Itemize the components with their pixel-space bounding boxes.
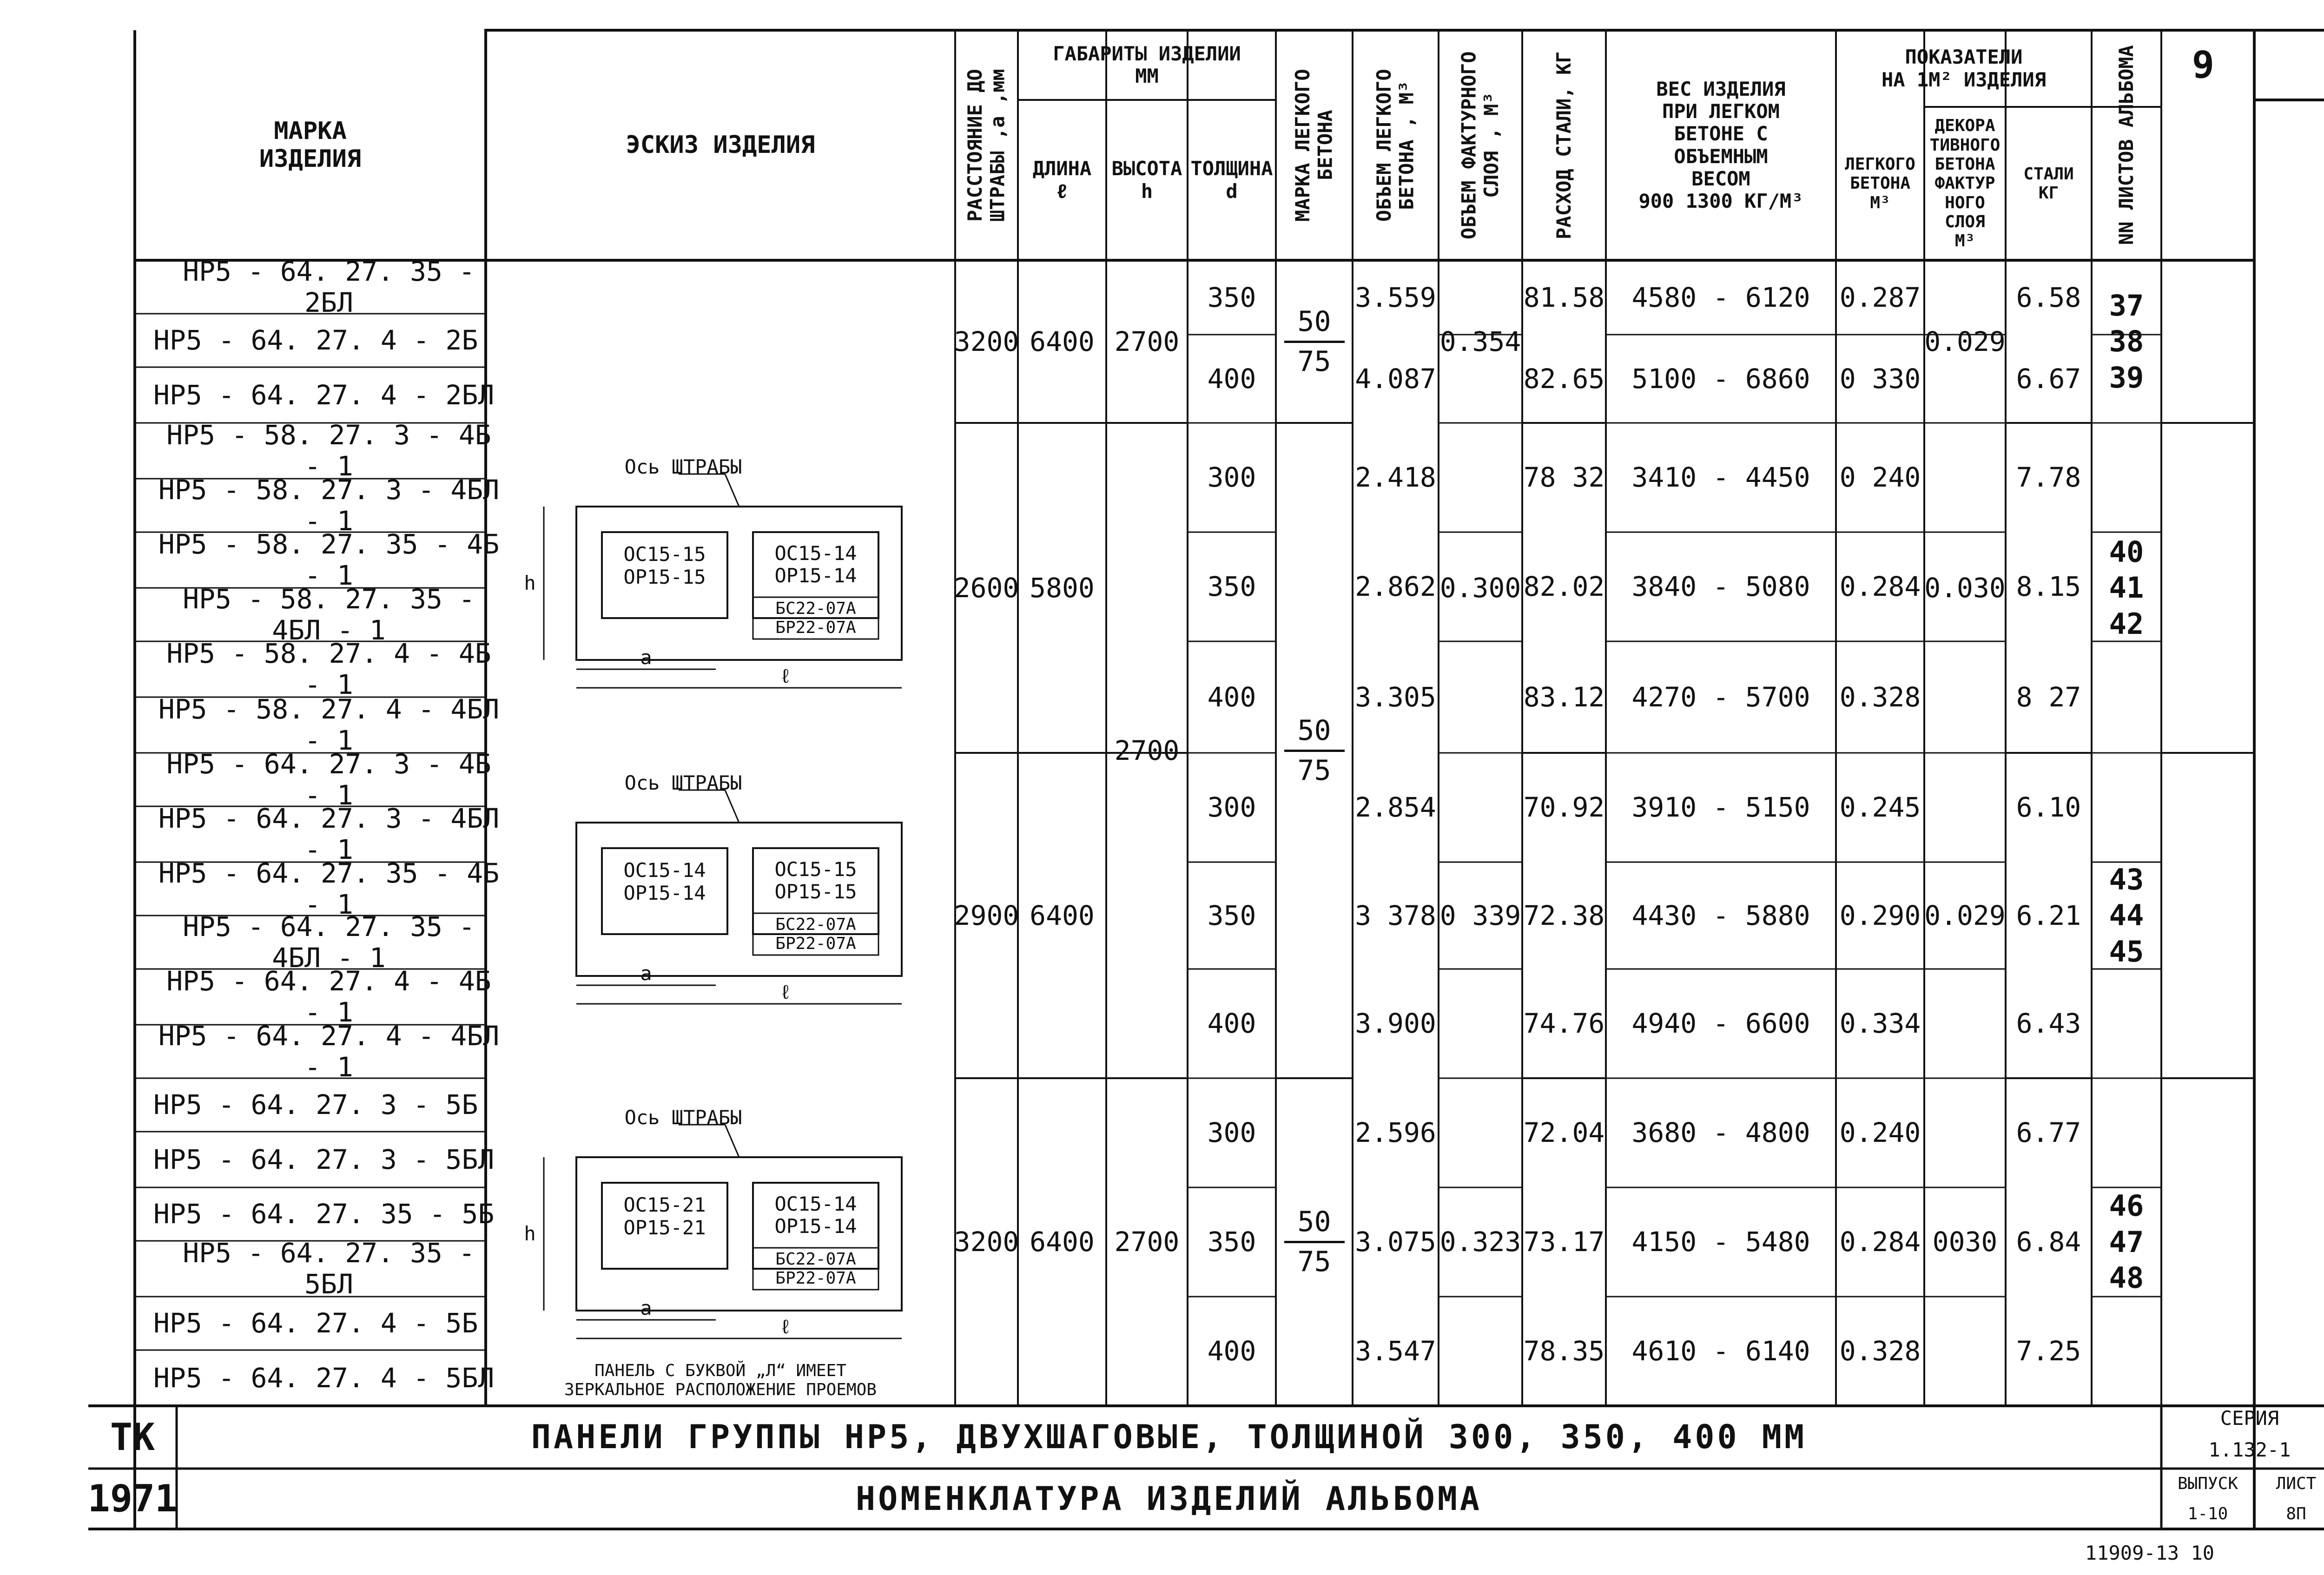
light-concrete-volume: 2.596 [1355,1117,1436,1149]
light-concrete-per-m2: 0 240 [1839,461,1921,494]
steel-per-m2: 6.21 [2016,899,2081,931]
thickness-value: 300 [1207,1117,1256,1149]
door-label: БС22-07А БР22-07А [775,599,856,637]
header-light-volume: ОБЪЕМ ЛЕГКОГО БЕТОНА , М³ [1373,69,1418,222]
steel-consumption: 81.58 [1523,281,1605,313]
header-length: ДЛИНА ℓ [1032,157,1092,203]
thickness-value: 350 [1207,281,1256,313]
header-ind-deco: ДЕКОРА ТИВНОГО БЕТОНА ФАКТУР НОГО СЛОЯ М³ [1929,116,2000,251]
steel-per-m2: 6.10 [2016,791,2081,824]
product-length: 6400 [1030,899,1095,931]
footer-tk: ТК [110,1415,155,1459]
light-concrete-per-m2: 0.245 [1839,791,1921,824]
product-mark: НР5 - 58. 27. 4 - 4БЛ - 1 [158,693,500,756]
door-label: БС22-07А БР22-07А [775,1249,856,1288]
steel-per-m2: 6.58 [2016,281,2081,313]
sheet-label: ЛИСТ [2276,1474,2317,1493]
header-height: ВЫСОТА h [1111,157,1182,203]
header-distance: РАССТОЯНИЕ ДО ШТРАБЫ ,а ,мм [964,69,1009,222]
decorative-concrete: 0.030 [1924,572,2006,604]
light-concrete-per-m2: 0.287 [1839,281,1921,313]
product-weight: 3410 - 4450 [1631,461,1810,494]
product-weight: 4610 - 6140 [1631,1335,1810,1367]
page-number: 9 [2192,43,2215,86]
product-weight: 3680 - 4800 [1631,1117,1810,1149]
product-weight: 3840 - 5080 [1631,571,1810,603]
light-concrete-volume: 3.305 [1355,681,1436,713]
header-ind-light: ЛЕГКОГО БЕТОНА М³ [1845,154,1915,212]
mirror-note: ПАНЕЛЬ С БУКВОЙ „Л“ ИМЕЕТ ЗЕРКАЛЬНОЕ РАСПОЛОЖЕНИЕ ПРОЕМОВ [564,1361,877,1399]
product-weight: 4940 - 6600 [1631,1008,1810,1040]
product-mark: НР5 - 64. 27. 35 - 5БЛ [183,1237,475,1300]
header-indicators: ПОКАЗАТЕЛИ НА 1М² ИЗДЕЛИЯ [1881,46,2046,91]
dimension-a-label: a [640,962,652,985]
thickness-value: 350 [1207,571,1256,603]
archive-stamp: 11909-13 10 [2085,1542,2215,1565]
issue-value: 1-10 [2187,1504,2228,1523]
header-steel: РАСХОД СТАЛИ, КГ [1552,51,1575,239]
window-left-label: ОС15-21 ОР15-21 [623,1193,706,1239]
decorative-concrete: 0.029 [1924,325,2006,357]
concrete-grade-bottom: 75 [1297,345,1331,378]
groove-axis-label: Ось ШТРАБЫ [624,1106,742,1129]
dimension-a-label: a [640,646,652,669]
steel-per-m2: 8.15 [2016,571,2081,603]
dimension-h-label: h [524,571,536,594]
page-number-box [2254,30,2324,100]
product-mark: НР5 - 64. 27. 35 - 4Б - 1 [158,857,500,920]
sheet-value: 8П [2286,1504,2306,1523]
product-mark: НР5 - 64. 27. 4 - 4БЛ - 1 [158,1020,500,1083]
steel-consumption: 83.12 [1523,681,1605,713]
groove-distance: 2900 [954,899,1019,931]
steel-consumption: 82.65 [1523,362,1605,395]
product-height: 2700 [1114,1226,1180,1258]
groove-axis-label: Ось ШТРАБЫ [624,455,742,478]
concrete-grade-top: 50 [1297,305,1331,338]
product-mark: НР5 - 64. 27. 4 - 4Б - 1 [166,965,491,1028]
product-weight: 4430 - 5880 [1631,899,1810,931]
fraction-bar [1284,341,1345,343]
steel-per-m2: 6.84 [2016,1226,2081,1258]
window-left-label: ОС15-14 ОР15-14 [623,859,706,904]
product-mark: НР5 - 58. 27. 3 - 4БЛ - 1 [158,474,500,537]
product-mark: НР5 - 64. 27. 3 - 4Б - 1 [166,748,491,811]
concrete-grade-bottom: 75 [1297,754,1331,787]
product-length: 5800 [1030,572,1095,604]
product-length: 6400 [1030,1226,1095,1258]
light-concrete-volume: 2.418 [1355,461,1436,494]
fraction-bar [1284,750,1345,752]
light-concrete-volume: 3 378 [1355,899,1436,931]
concrete-grade [1276,260,1353,423]
drawing-title: ПАНЕЛИ ГРУППЫ НР5, ДВУХШАГОВЫЕ, ТОЛЩИНОЙ 300, 350, 400 ММ [531,1418,1807,1456]
concrete-grade-top: 50 [1297,1206,1331,1238]
thickness-value: 400 [1207,1335,1256,1367]
groove-axis-label: Ось ШТРАБЫ [624,771,742,794]
thickness-value: 350 [1207,899,1256,931]
product-mark: НР5 - 64. 27. 4 - 2БЛ [153,379,495,411]
product-weight: 5100 - 6860 [1631,362,1810,395]
steel-per-m2: 6.67 [2016,362,2081,395]
door-label: БС22-07А БР22-07А [775,915,856,953]
light-concrete-per-m2: 0.290 [1839,899,1921,931]
thickness-value: 300 [1207,461,1256,494]
header-dimensions: ГАБАРИТЫ ИЗДЕЛИИ MM [1053,42,1241,87]
light-concrete-per-m2: 0.284 [1839,571,1921,603]
product-mark: НР5 - 64. 27. 35 - 4БЛ - 1 [183,910,475,974]
concrete-grade [1276,423,1353,1078]
thickness-value: 400 [1207,362,1256,395]
header-sketch: ЭСКИЗ ИЗДЕЛИЯ [626,131,815,159]
thickness-value: 300 [1207,791,1256,824]
steel-consumption: 72.38 [1523,899,1605,931]
header-concrete-mark: МАРКА ЛЕГКОГО БЕТОНА [1291,69,1337,222]
concrete-grade-top: 50 [1297,714,1331,747]
light-concrete-volume: 3.075 [1355,1226,1436,1258]
product-weight: 3910 - 5150 [1631,791,1810,824]
window-right-label: ОС15-15 ОР15-15 [774,857,857,903]
dimension-l-label: ℓ [779,980,792,1003]
steel-consumption: 78 32 [1523,461,1605,494]
product-mark: НР5 - 64. 27. 4 - 2Б [153,324,478,356]
product-mark: НР5 - 64. 27. 3 - 4БЛ - 1 [158,803,500,865]
steel-consumption: 78.35 [1523,1335,1605,1367]
facing-volume: 0.300 [1439,572,1521,604]
product-mark: НР5 - 64. 27. 3 - 5БЛ [153,1143,495,1175]
header-facing-volume: ОБЪЕМ ФАКТУРНОГО СЛОЯ , М³ [1457,51,1503,239]
fraction-bar [1284,1241,1345,1243]
light-concrete-per-m2: 0 330 [1839,362,1921,395]
window-right-label: ОС15-14 ОР15-14 [774,541,857,587]
header-ind-steel: СТАЛИ КГ [2023,164,2074,203]
header-album: NN ЛИСТОВ АЛЬБОМА [2114,45,2138,245]
facing-volume: 0.354 [1439,325,1521,357]
light-concrete-per-m2: 0.334 [1839,1008,1921,1040]
light-concrete-per-m2: 0.284 [1839,1226,1921,1258]
drawing-subtitle: НОМЕНКЛАТУРА ИЗДЕЛИЙ АЛЬБОМА [855,1479,1483,1518]
product-mark: НР5 - 64. 27. 35 - 5Б [153,1198,495,1230]
product-mark: НР5 - 58. 27. 35 - 4БЛ - 1 [183,583,475,646]
light-concrete-per-m2: 0.328 [1839,1335,1921,1367]
dimension-a-label: a [640,1296,652,1319]
album-sheets: 46 47 48 [2109,1189,2144,1295]
product-mark: НР5 - 64. 27. 35 - 2БЛ [183,255,475,318]
album-sheets: 43 44 45 [2109,862,2144,969]
light-concrete-volume: 2.862 [1355,571,1436,603]
series-value: 1.132-1 [2208,1438,2291,1461]
groove-distance: 3200 [954,1226,1019,1258]
decorative-concrete: 0.029 [1924,899,2006,931]
product-mark: НР5 - 58. 27. 35 - 4Б - 1 [158,528,500,591]
steel-consumption: 73.17 [1523,1226,1605,1258]
product-mark: НР5 - 64. 27. 4 - 5БЛ [153,1362,495,1394]
window-left-label: ОС15-15 ОР15-15 [623,543,706,588]
product-mark: НР5 - 64. 27. 4 - 5Б [153,1307,478,1339]
steel-per-m2: 6.77 [2016,1117,2081,1149]
thickness-value: 400 [1207,1008,1256,1040]
thickness-value: 400 [1207,681,1256,713]
product-height: 2700 [1114,734,1180,766]
header-mark: МАРКА ИЗДЕЛИЯ [259,117,362,173]
product-mark: НР5 - 64. 27. 3 - 5Б [153,1089,478,1121]
light-concrete-per-m2: 0.240 [1839,1117,1921,1149]
steel-consumption: 72.04 [1523,1117,1605,1149]
product-height: 2700 [1114,325,1180,357]
window-right-label: ОС15-14 ОР15-14 [774,1192,857,1238]
light-concrete-volume: 2.854 [1355,791,1436,824]
light-concrete-per-m2: 0.328 [1839,681,1921,713]
groove-distance: 2600 [954,572,1019,604]
groove-distance: 3200 [954,325,1019,357]
steel-per-m2: 8 27 [2016,681,2081,713]
steel-consumption: 74.76 [1523,1008,1605,1040]
light-concrete-volume: 3.559 [1355,281,1436,313]
light-concrete-volume: 4.087 [1355,362,1436,395]
footer-year: 1971 [87,1477,178,1520]
light-concrete-volume: 3.900 [1355,1008,1436,1040]
product-length: 6400 [1030,325,1095,357]
product-mark: НР5 - 58. 27. 4 - 4Б - 1 [166,638,491,700]
header-weight: ВЕС ИЗДЕЛИЯ ПРИ ЛЕГКОМ БЕТОНЕ С ОБЪЕМНЫМ ВЕСОМ 900 1300 КГ/М³ [1638,77,1803,213]
series-label: СЕРИЯ [2220,1407,2279,1430]
thickness-value: 350 [1207,1226,1256,1258]
facing-volume: 0.323 [1439,1226,1521,1258]
product-mark: НР5 - 58. 27. 3 - 4Б - 1 [166,419,491,482]
product-weight: 4150 - 5480 [1631,1226,1810,1258]
decorative-concrete: 0030 [1932,1226,1998,1258]
concrete-grade [1276,1078,1353,1406]
steel-per-m2: 7.78 [2016,461,2081,494]
album-sheets: 37 38 39 [2109,288,2144,395]
steel-per-m2: 7.25 [2016,1335,2081,1367]
header-thickness: ТОЛЩИНА d [1190,157,1273,203]
issue-label: ВЫПУСК [2177,1474,2238,1493]
dimension-l-label: ℓ [779,1315,792,1338]
facing-volume: 0 339 [1439,899,1521,931]
steel-per-m2: 6.43 [2016,1008,2081,1040]
steel-consumption: 70.92 [1523,791,1605,824]
concrete-grade-bottom: 75 [1297,1246,1331,1278]
steel-consumption: 82.02 [1523,571,1605,603]
dimension-h-label: h [524,1222,536,1245]
dimension-l-label: ℓ [779,664,792,687]
product-weight: 4580 - 6120 [1631,281,1810,313]
album-sheets: 40 41 42 [2109,534,2144,641]
product-weight: 4270 - 5700 [1631,681,1810,713]
light-concrete-volume: 3.547 [1355,1335,1436,1367]
